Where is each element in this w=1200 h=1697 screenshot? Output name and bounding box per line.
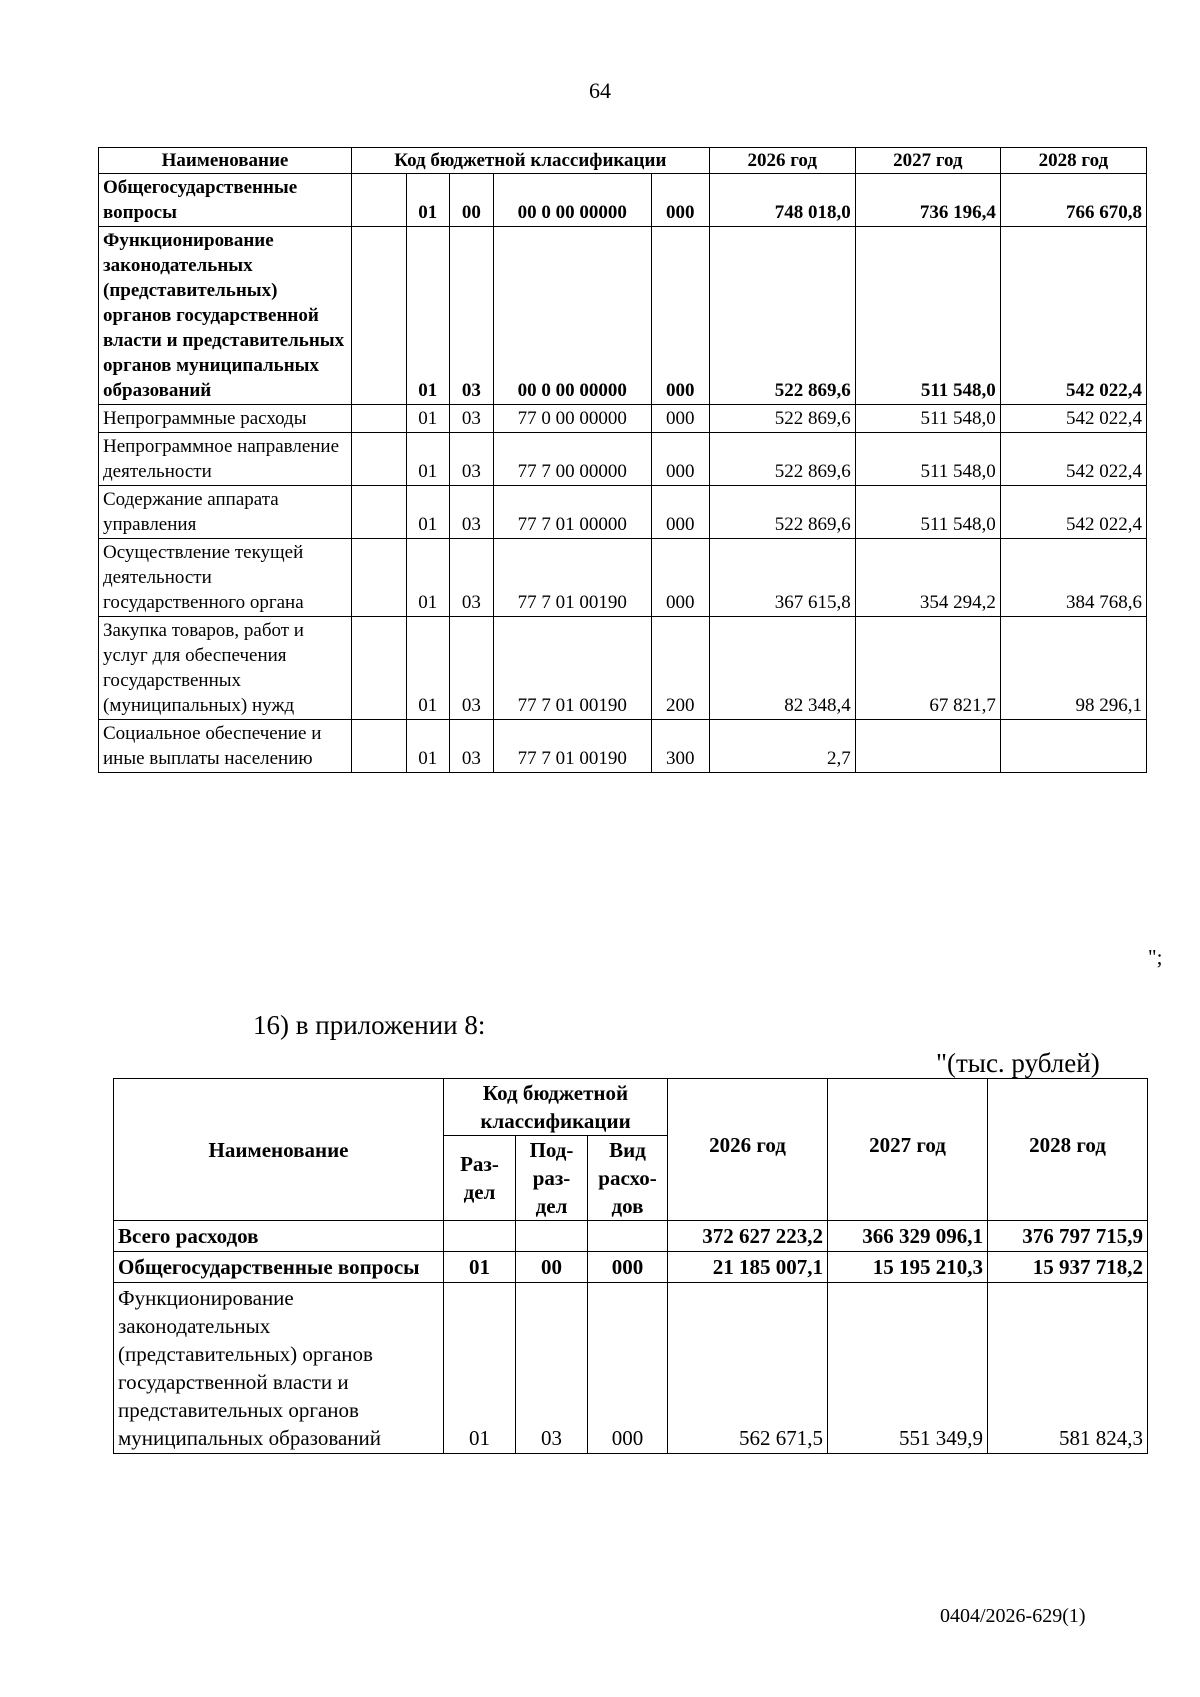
table-row [99, 227, 1147, 405]
row-vr: 000 [651, 405, 709, 433]
row-razdel: 01 [406, 617, 450, 720]
table-row [114, 1221, 1148, 1252]
row-csr: 00 0 00 00000 [493, 174, 651, 227]
row-2026: 372 627 223,2 [668, 1221, 828, 1252]
row-razdel: 01 [444, 1283, 516, 1454]
closing-quote-mark: "; [1148, 945, 1163, 969]
row-podrazdel: 03 [450, 486, 494, 539]
header-2028: 2028 год [988, 1079, 1148, 1221]
row-vr: 300 [651, 720, 709, 773]
row-2026: 367 615,8 [709, 539, 855, 617]
row-2026: 522 869,6 [709, 433, 855, 486]
row-2027: 511 548,0 [855, 227, 1000, 405]
row-2027: 511 548,0 [855, 433, 1000, 486]
table-row [99, 174, 1147, 227]
row-csr: 00 0 00 00000 [493, 227, 651, 405]
row-csr: 77 7 01 00000 [493, 486, 651, 539]
row-2027 [855, 720, 1000, 773]
budget-table-appendix-8 [113, 1078, 1148, 1454]
row-2028: 581 824,3 [988, 1283, 1148, 1454]
row-empty-cell [351, 174, 406, 227]
row-2026: 748 018,0 [709, 174, 855, 227]
row-podrazdel: 03 [516, 1283, 588, 1454]
row-2026: 2,7 [709, 720, 855, 773]
row-csr: 77 0 00 00000 [493, 405, 651, 433]
row-vr: 000 [651, 174, 709, 227]
document-code: 0404/2026-629(1) [940, 1605, 1086, 1627]
table-row [99, 617, 1147, 720]
page-number: 64 [589, 78, 611, 103]
row-name: Социальное обеспечение и иные выплаты населению [99, 720, 352, 773]
row-name: Непрограммное направление деятельности [99, 433, 352, 486]
row-podrazdel: 03 [450, 433, 494, 486]
row-razdel: 01 [406, 174, 450, 227]
row-name: Содержание аппарата управления [99, 486, 352, 539]
row-csr: 77 7 01 00190 [493, 539, 651, 617]
row-2026: 21 185 007,1 [668, 1252, 828, 1283]
header-code: Код бюджетной классификации [351, 148, 709, 174]
row-podrazdel: 00 [516, 1252, 588, 1283]
row-2028: 542 022,4 [1000, 405, 1146, 433]
row-razdel: 01 [444, 1252, 516, 1283]
row-name: Закупка товаров, работ и услуг для обеспечения государственных (муниципальных) нужд [99, 617, 352, 720]
row-name: Непрограммные расходы [99, 405, 352, 433]
row-empty-cell [351, 720, 406, 773]
row-2028: 384 768,6 [1000, 539, 1146, 617]
row-vr: 200 [651, 617, 709, 720]
header-name: Наименование [114, 1079, 444, 1221]
row-name: Всего расходов [114, 1221, 444, 1252]
row-2026: 522 869,6 [709, 486, 855, 539]
row-podrazdel [516, 1221, 588, 1252]
row-empty-cell [351, 539, 406, 617]
item-heading: 16) в приложении 8: [253, 1010, 486, 1040]
row-podrazdel: 03 [450, 720, 494, 773]
row-2027: 511 548,0 [855, 405, 1000, 433]
row-razdel: 01 [406, 486, 450, 539]
row-2026: 562 671,5 [668, 1283, 828, 1454]
row-2027: 366 329 096,1 [828, 1221, 988, 1252]
row-2027: 551 349,9 [828, 1283, 988, 1454]
header-2026: 2026 год [709, 148, 855, 174]
row-razdel: 01 [406, 720, 450, 773]
row-2028: 15 937 718,2 [988, 1252, 1148, 1283]
row-razdel: 01 [406, 227, 450, 405]
row-podrazdel: 03 [450, 405, 494, 433]
row-vr: 000 [651, 539, 709, 617]
table-row [99, 405, 1147, 433]
header-code: Код бюджетной классификации [444, 1079, 668, 1136]
row-csr: 77 7 01 00190 [493, 617, 651, 720]
row-razdel: 01 [406, 433, 450, 486]
row-csr: 77 7 01 00190 [493, 720, 651, 773]
row-razdel [444, 1221, 516, 1252]
row-2027: 15 195 210,3 [828, 1252, 988, 1283]
row-2028: 766 670,8 [1000, 174, 1146, 227]
table-row [99, 433, 1147, 486]
table-row [114, 1252, 1148, 1283]
row-2028: 542 022,4 [1000, 486, 1146, 539]
row-2027: 511 548,0 [855, 486, 1000, 539]
table-row [114, 1283, 1148, 1454]
row-vr [588, 1221, 668, 1252]
row-podrazdel: 03 [450, 617, 494, 720]
row-2028: 98 296,1 [1000, 617, 1146, 720]
row-name: Осуществление текущей деятельности государственного органа [99, 539, 352, 617]
budget-table-continued [98, 147, 1147, 773]
header-podrazdel: Под-раз-дел [516, 1136, 588, 1221]
row-empty-cell [351, 433, 406, 486]
row-empty-cell [351, 486, 406, 539]
row-podrazdel: 00 [450, 174, 494, 227]
row-2026: 82 348,4 [709, 617, 855, 720]
row-vr: 000 [651, 486, 709, 539]
row-podrazdel: 03 [450, 539, 494, 617]
row-empty-cell [351, 405, 406, 433]
row-name: Общегосударственные вопросы [99, 174, 352, 227]
table-row [99, 539, 1147, 617]
row-2028: 376 797 715,9 [988, 1221, 1148, 1252]
row-2027: 67 821,7 [855, 617, 1000, 720]
row-2028 [1000, 720, 1146, 773]
row-name: Общегосударственные вопросы [114, 1252, 444, 1283]
row-razdel: 01 [406, 405, 450, 433]
table-row [99, 486, 1147, 539]
table-header-row [114, 1079, 1148, 1136]
row-podrazdel: 03 [450, 227, 494, 405]
units-label: "(тыс. рублей) [936, 1048, 1100, 1078]
row-2028: 542 022,4 [1000, 433, 1146, 486]
row-razdel: 01 [406, 539, 450, 617]
row-csr: 77 7 00 00000 [493, 433, 651, 486]
row-vr: 000 [588, 1283, 668, 1454]
table-header-row [99, 148, 1147, 174]
row-2026: 522 869,6 [709, 227, 855, 405]
row-empty-cell [351, 227, 406, 405]
row-vr: 000 [588, 1252, 668, 1283]
header-2027: 2027 год [855, 148, 1000, 174]
row-2026: 522 869,6 [709, 405, 855, 433]
row-name: Функционирование законодательных (представительных) органов государственной власти и представительных органов муниципальных образований [99, 227, 352, 405]
header-vr: Вид расхо-дов [588, 1136, 668, 1221]
row-vr: 000 [651, 227, 709, 405]
header-2026: 2026 год [668, 1079, 828, 1221]
row-2027: 354 294,2 [855, 539, 1000, 617]
row-vr: 000 [651, 433, 709, 486]
header-name: Наименование [99, 148, 352, 174]
header-razdel: Раз-дел [444, 1136, 516, 1221]
header-2027: 2027 год [828, 1079, 988, 1221]
header-2028: 2028 год [1000, 148, 1146, 174]
row-2028: 542 022,4 [1000, 227, 1146, 405]
row-empty-cell [351, 617, 406, 720]
table-row [99, 720, 1147, 773]
row-name: Функционирование законодательных (представительных) органов государственной власти и представительных органов муниципальных образований [114, 1283, 444, 1454]
row-2027: 736 196,4 [855, 174, 1000, 227]
